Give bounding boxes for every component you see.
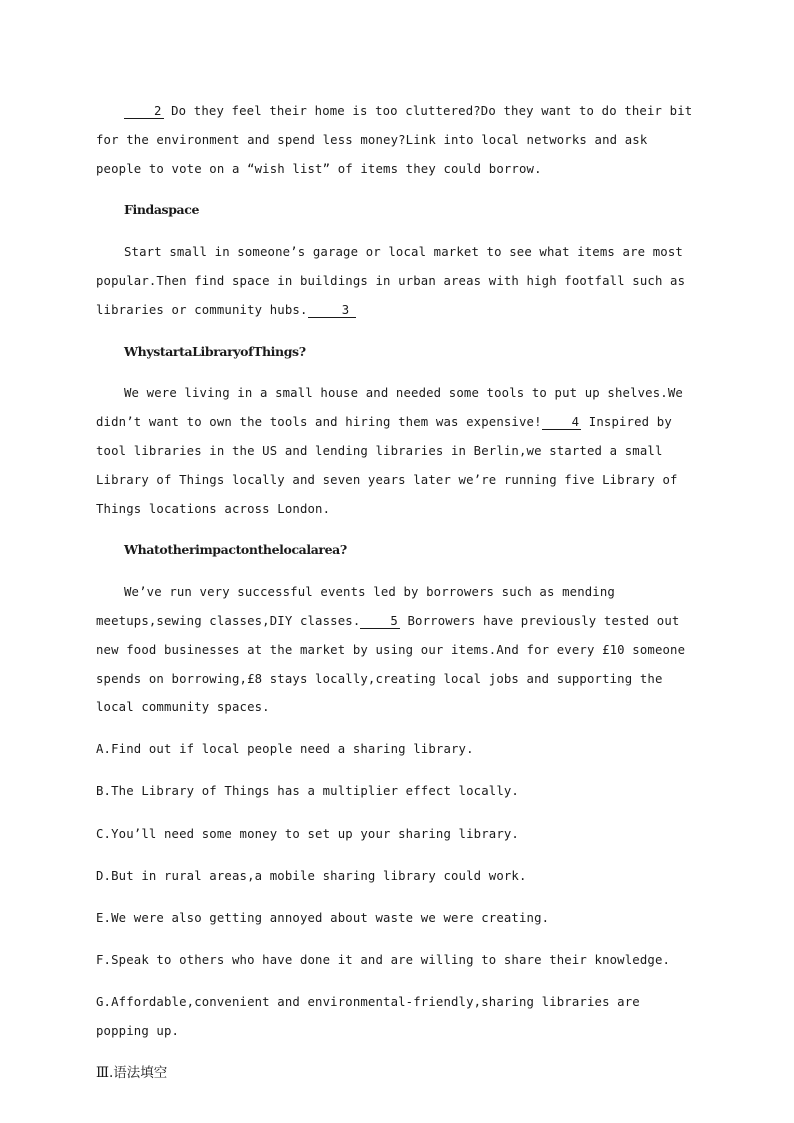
paragraph-3-text-a: We were living in a small house and needed some tools to put up shelves.We didn’t want to own the tools and hiring them was expensive! xyxy=(96,386,683,430)
heading-find-a-space: Findaspace xyxy=(124,202,199,218)
option-e: E.We were also getting annoyed about waste we were creating. xyxy=(96,910,550,925)
paragraph-2-text: Start small in someone’s garage or local market to see what items are most popular.Then find space in buildings in urban areas with high footfall such as libraries or community hubs. xyxy=(96,245,686,317)
paragraph-4 xyxy=(96,578,696,722)
heading-other-impact: Whatotherimpactonthelocalarea? xyxy=(124,542,347,558)
answer-blank-2[interactable]: 2 xyxy=(124,104,164,119)
paragraph-3-text-b: Inspired by tool libraries in the US and lending libraries in Berlin,we started a small Library of Things locally and seven years later we’re running five Library of Things locations across London. xyxy=(96,415,678,516)
heading-why-start: WhystartaLibraryofThings? xyxy=(124,343,306,359)
option-d: D.But in rural areas,a mobile sharing library could work. xyxy=(96,868,527,883)
option-g: G.Affordable,convenient and environmental-friendly,sharing libraries are popping up. xyxy=(96,995,640,1039)
answer-blank-5[interactable]: 5 xyxy=(360,614,400,629)
paragraph-1-text: Do they feel their home is too cluttered?Do they want to do their bit for the environment and spend less money?Link into local networks and ask people to vote on a “wish list” of items they could borrow. xyxy=(96,104,693,176)
document-page xyxy=(96,97,696,1101)
paragraph-1 xyxy=(96,97,696,183)
paragraph-3 xyxy=(96,379,696,523)
paragraph-4-text-a: We’ve run very successful events led by borrowers such as mending meetups,sewing classes,DIY classes. xyxy=(96,585,615,628)
answer-blank-4[interactable]: 4 xyxy=(542,415,582,430)
options-list xyxy=(96,735,696,1046)
option-b: B.The Library of Things has a multiplier effect locally. xyxy=(96,784,519,799)
section-heading-grammar: Ⅲ.语法填空 xyxy=(96,1065,168,1082)
option-a: A.Find out if local people need a sharing library. xyxy=(96,742,474,757)
paragraph-4-text-b: Borrowers have previously tested out new food businesses at the market by using our items.And for every £10 someone spends on borrowing,£8 stays locally,creating local jobs and supporting the local community spaces. xyxy=(96,613,686,715)
paragraph-2 xyxy=(96,238,696,324)
answer-blank-3[interactable]: 3 xyxy=(308,303,356,318)
option-f: F.Speak to others who have done it and are willing to share their knowledge. xyxy=(96,953,671,968)
option-c: C.You’ll need some money to set up your sharing library. xyxy=(96,826,519,841)
